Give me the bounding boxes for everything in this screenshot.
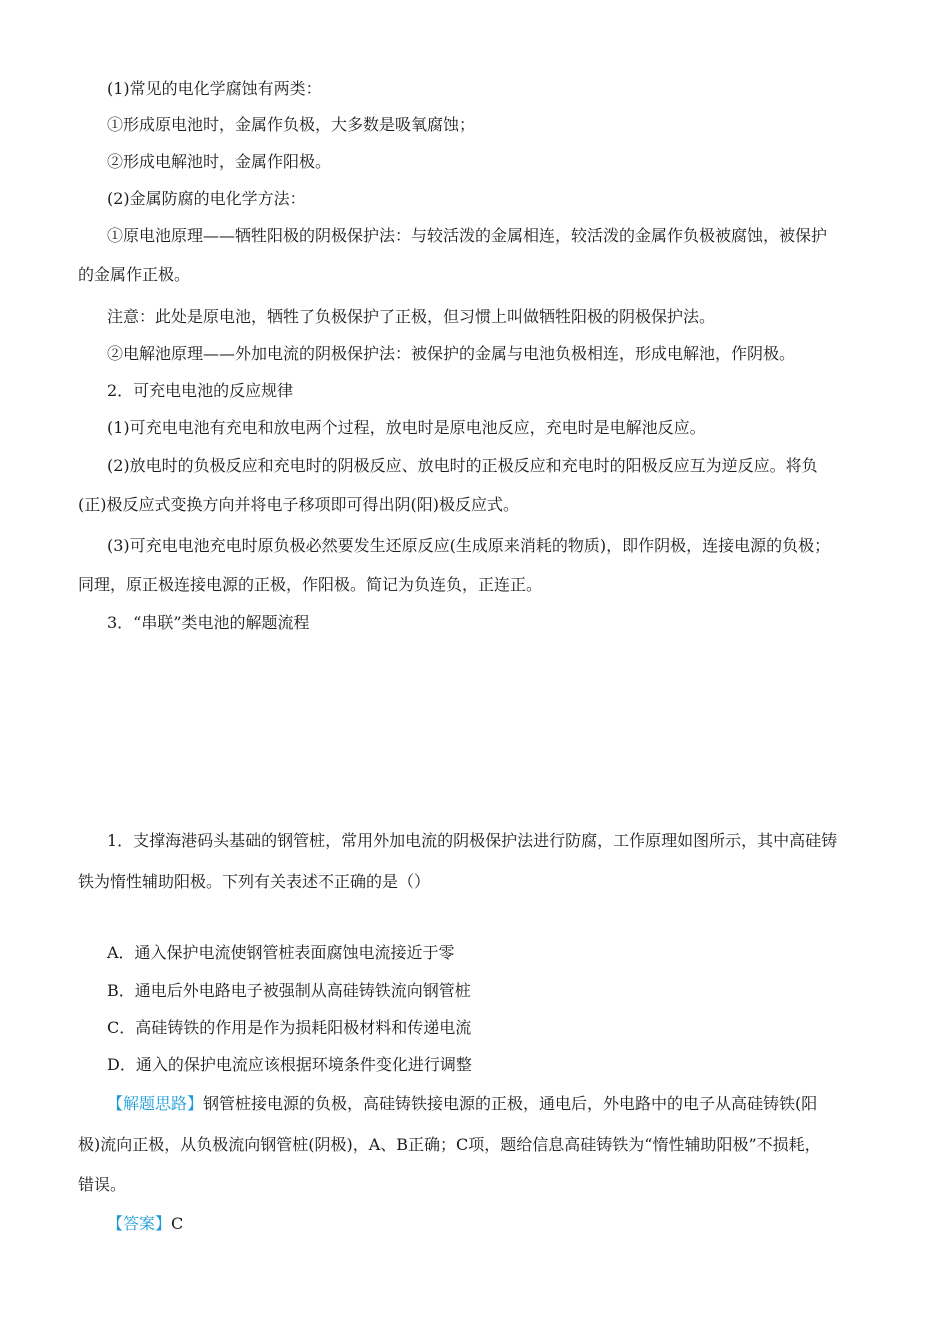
option-b: B．通电后外电路电子被强制从高硅铸铁流向钢管桩 bbox=[107, 981, 471, 1000]
paragraph: (2)金属防腐的电化学方法： bbox=[107, 189, 306, 208]
question-stem: 1．支撑海港码头基础的钢管桩，常用外加电流的阴极保护法进行防腐，工作原理如图所示，其中高硅铸 bbox=[107, 831, 838, 850]
paragraph: ①形成原电池时，金属作负极，大多数是吸氧腐蚀； bbox=[107, 115, 476, 134]
option-c: C．高硅铸铁的作用是作为损耗阳极材料和传递电流 bbox=[107, 1018, 472, 1037]
paragraph: (1)常见的电化学腐蚀有两类： bbox=[107, 79, 322, 98]
analysis-text: 钢管桩接电源的负极，高硅铸铁接电源的正极，通电后，外电路中的电子从高硅铸铁(阳 bbox=[203, 1094, 818, 1113]
paragraph: (2)放电时的负极反应和充电时的阴极反应、放电时的正极反应和充电时的阳极反应互为逆反应。将负 bbox=[107, 456, 818, 475]
paragraph: ①原电池原理——牺牲阳极的阴极保护法：与较活泼的金属相连，较活泼的金属作负极被腐蚀，被保护 bbox=[107, 226, 828, 245]
answer-line bbox=[107, 1213, 183, 1235]
analysis-paragraph: 极)流向正极，从负极流向钢管桩(阴极)，A、B正确；C项，题给信息高硅铸铁为“惰性辅助阳极”不损耗， bbox=[78, 1135, 821, 1154]
section-heading: 2．可充电电池的反应规律 bbox=[107, 381, 294, 400]
analysis-tag: 【解题思路】 bbox=[107, 1094, 204, 1113]
analysis-paragraph bbox=[107, 1093, 817, 1115]
paragraph: 的金属作正极。 bbox=[78, 265, 191, 284]
option-a: A．通入保护电流使钢管桩表面腐蚀电流接近于零 bbox=[107, 943, 455, 962]
section-heading: 3．“串联”类电池的解题流程 bbox=[107, 613, 310, 632]
paragraph: (正)极反应式变换方向并将电子移项即可得出阴(阳)极反应式。 bbox=[78, 495, 519, 514]
paragraph: ②形成电解池时，金属作阳极。 bbox=[107, 152, 332, 171]
question-stem: 铁为惰性辅助阳极。下列有关表述不正确的是（） bbox=[78, 872, 431, 891]
paragraph: (1)可充电电池有充电和放电两个过程，放电时是原电池反应，充电时是电解池反应。 bbox=[107, 418, 706, 437]
paragraph: 同理，原正极连接电源的正极，作阳极。简记为负连负，正连正。 bbox=[78, 575, 543, 594]
paragraph: ②电解池原理——外加电流的阴极保护法：被保护的金属与电池负极相连，形成电解池，作阴极。 bbox=[107, 344, 796, 363]
paragraph: (3)可充电电池充电时原负极必然要发生还原反应(生成原来消耗的物质)，即作阴极，连接电源的负极； bbox=[107, 536, 831, 555]
answer-tag: 【答案】 bbox=[107, 1214, 172, 1233]
answer-value: C bbox=[171, 1214, 184, 1233]
option-d: D．通入的保护电流应该根据环境条件变化进行调整 bbox=[107, 1055, 472, 1074]
note-paragraph: 注意：此处是原电池，牺牲了负极保护了正极，但习惯上叫做牺牲阳极的阴极保护法。 bbox=[107, 307, 716, 326]
analysis-paragraph: 错误。 bbox=[78, 1175, 127, 1194]
